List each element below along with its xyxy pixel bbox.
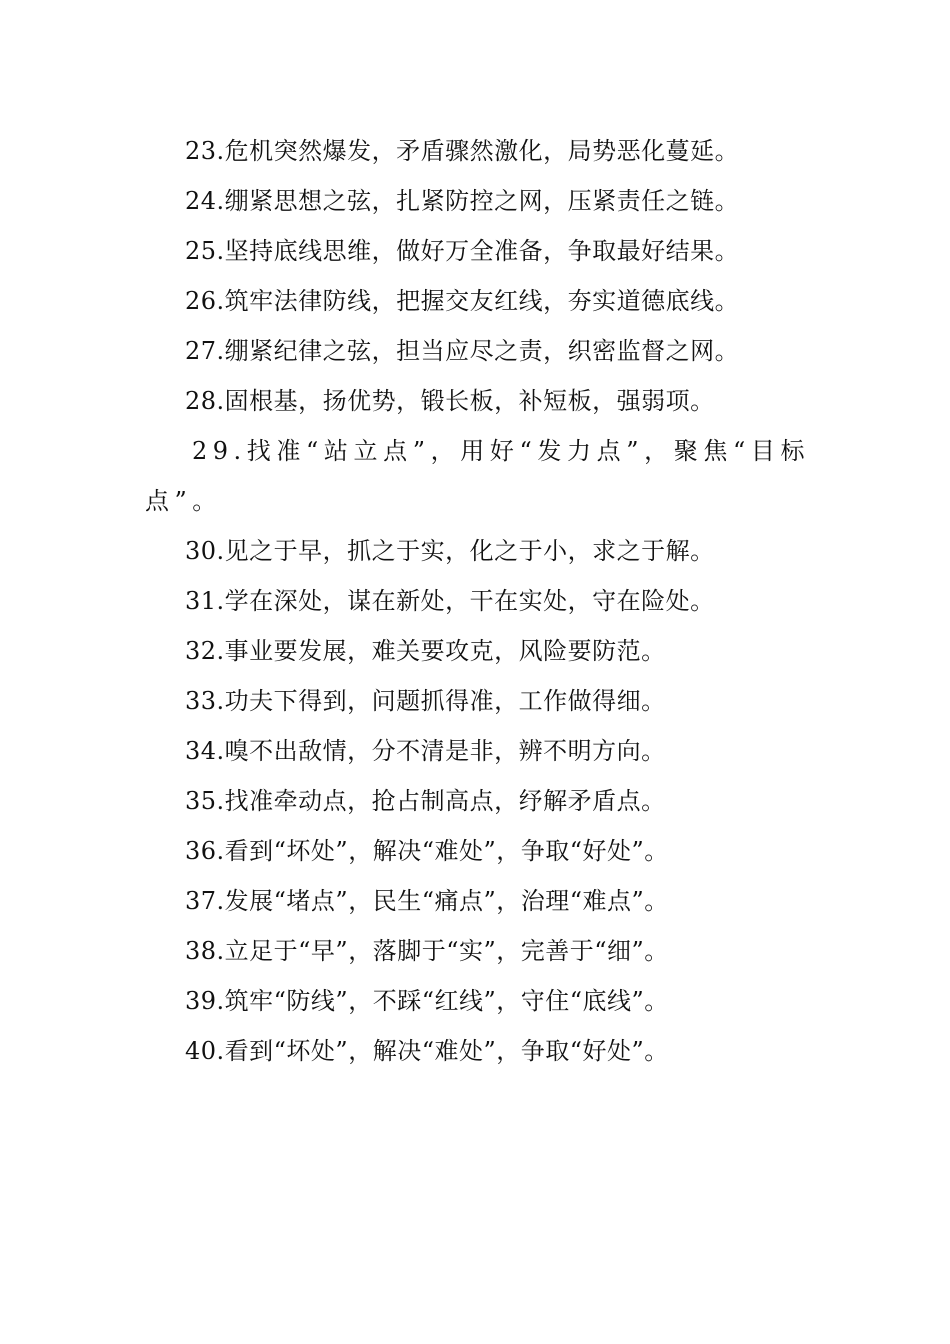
list-item: 32.事业要发展，难关要攻克，风险要防范。 (185, 637, 666, 665)
document-body (145, 126, 810, 1076)
list-item: 39.筑牢“防线”，不踩“红线”，守住“底线”。 (185, 987, 669, 1015)
list-item: 33.功夫下得到，问题抓得准，工作做得细。 (185, 687, 666, 715)
list-item: 35.找准牵动点，抢占制高点，纾解矛盾点。 (185, 787, 666, 815)
list-item: 31.学在深处，谋在新处，干在实处，守在险处。 (185, 587, 715, 615)
list-item: 34.嗅不出敌情，分不清是非，辨不明方向。 (185, 737, 666, 765)
list-item: 37.发展“堵点”，民生“痛点”，治理“难点”。 (185, 887, 669, 915)
list-item: 38.立足于“早”，落脚于“实”，完善于“细”。 (185, 937, 669, 965)
list-item: 40.看到“坏处”，解决“难处”，争取“好处”。 (185, 1037, 669, 1065)
list-item: 23.危机突然爆发，矛盾骤然激化，局势恶化蔓延。 (185, 137, 740, 165)
list-item: 30.见之于早，抓之于实，化之于小，求之于解。 (185, 537, 715, 565)
list-item: 29.找准“站立点”，用好“发力点”，聚焦“目标点”。 (145, 437, 810, 515)
list-item: 27.绷紧纪律之弦，担当应尽之责，织密监督之网。 (185, 337, 740, 365)
list-item: 28.固根基，扬优势，锻长板，补短板，强弱项。 (185, 387, 715, 415)
list-item: 36.看到“坏处”，解决“难处”，争取“好处”。 (185, 837, 669, 865)
list-item: 25.坚持底线思维，做好万全准备，争取最好结果。 (185, 237, 740, 265)
list-item: 24.绷紧思想之弦，扎紧防控之网，压紧责任之链。 (185, 187, 740, 215)
list-item: 26.筑牢法律防线，把握交友红线，夯实道德底线。 (185, 287, 740, 315)
